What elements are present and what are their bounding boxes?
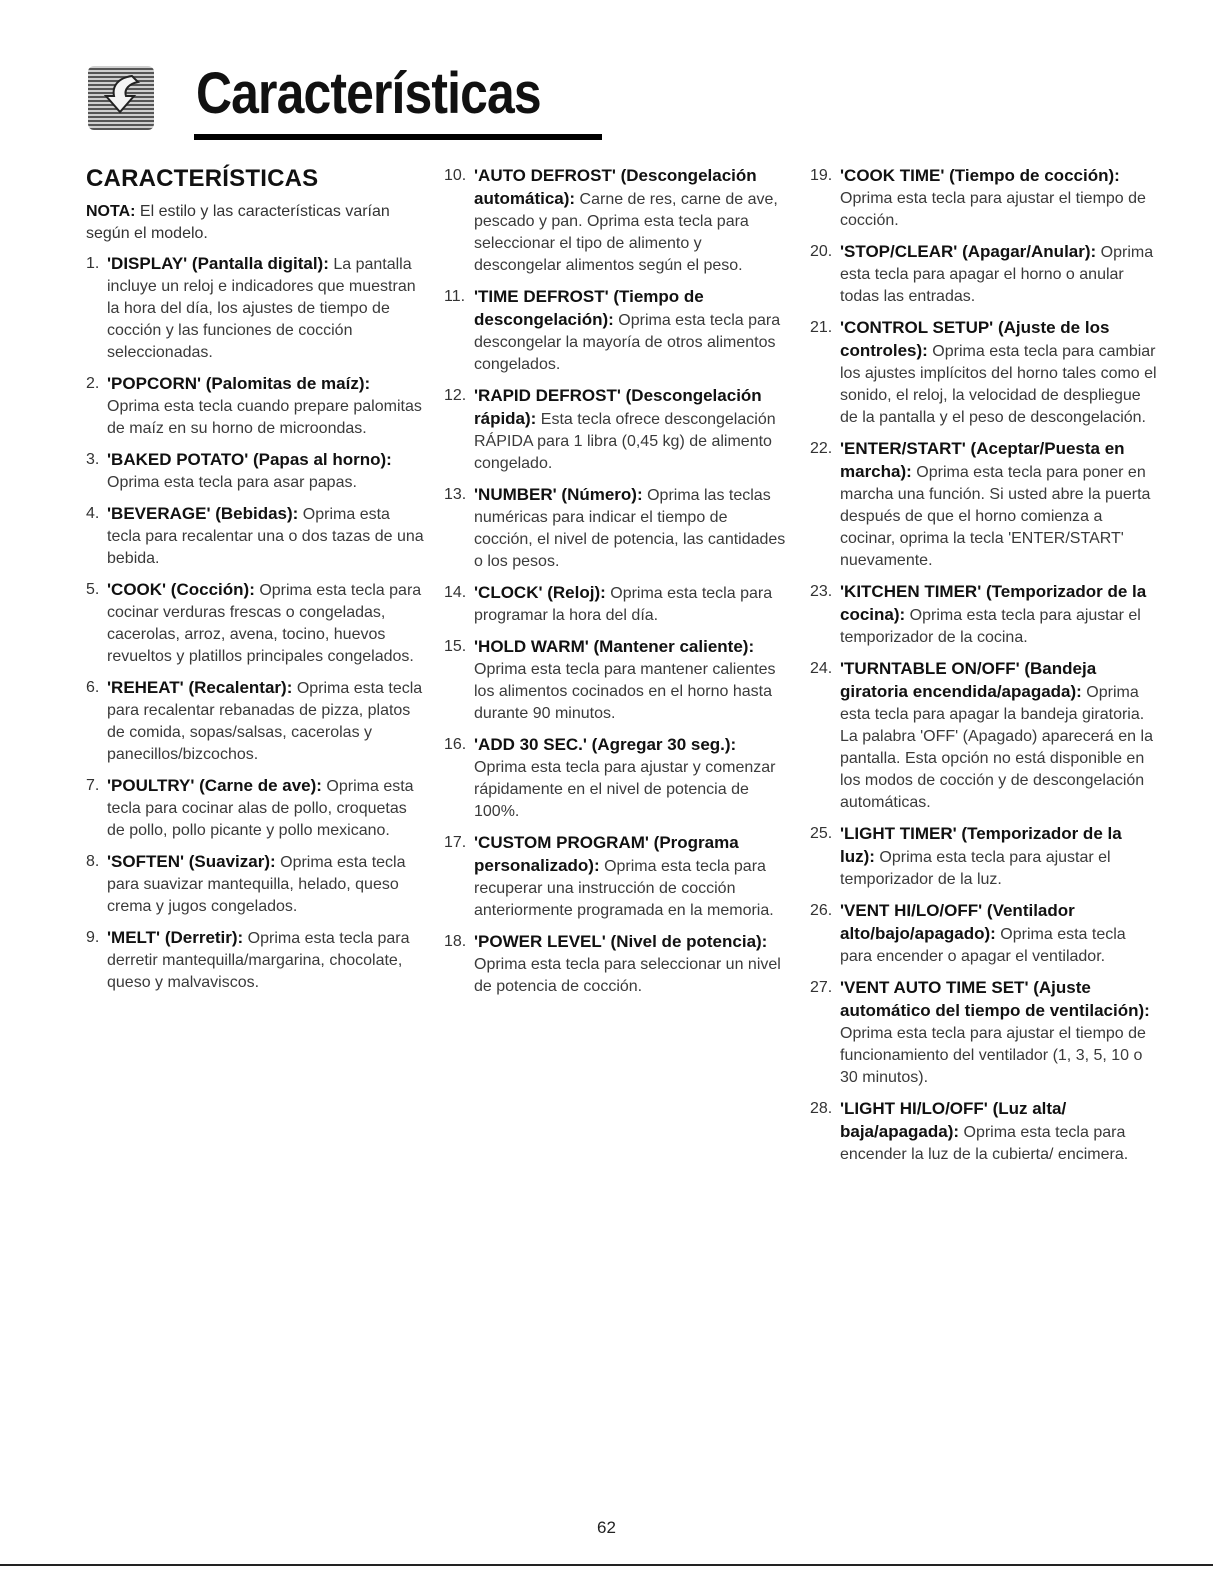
- item-description: Oprima esta tecla para encender la luz de la cubierta/ encimera.: [840, 1124, 1129, 1163]
- item-number: 28.: [810, 1100, 833, 1117]
- item-name: 'NUMBER' (Número):: [474, 485, 643, 504]
- item-description: Oprima esta tecla para descongelar la mayoría de otros alimentos congelados.: [474, 312, 781, 373]
- list-item: [444, 385, 789, 475]
- item-name: 'MELT' (Derretir):: [107, 928, 244, 947]
- item-number: 10.: [444, 167, 467, 184]
- list-item: [86, 449, 426, 494]
- item-description: Oprima esta tecla para seleccionar un nivel de potencia de cocción.: [474, 956, 781, 995]
- list-item: [444, 165, 789, 277]
- item-name: 'AUTO DEFROST' (Descongelación automática):: [474, 166, 757, 208]
- item-description: Oprima esta tecla para ajustar el tiempo de cocción.: [840, 190, 1146, 229]
- item-number: 24.: [810, 660, 833, 677]
- item-description: Oprima esta tecla para programar la hora del día.: [474, 585, 773, 624]
- item-name: 'ADD 30 SEC.' (Agregar 30 seg.):: [474, 735, 737, 754]
- list-item: [810, 823, 1160, 891]
- list-item: [810, 658, 1160, 814]
- item-number: 25.: [810, 825, 833, 842]
- page-header: [82, 60, 542, 150]
- item-name: 'ENTER/START' (Aceptar/Puesta en marcha):: [840, 439, 1125, 481]
- item-name: 'COOK' (Cocción):: [107, 580, 255, 599]
- item-number: 5.: [86, 581, 100, 598]
- item-name: 'CLOCK' (Reloj):: [474, 583, 606, 602]
- list-item: [810, 317, 1160, 429]
- list-item: [444, 286, 789, 376]
- list-item: [86, 927, 426, 994]
- list-item: [444, 484, 789, 573]
- list-item: [444, 582, 789, 627]
- list-item: [810, 900, 1160, 968]
- list-item: [86, 677, 426, 766]
- item-description: Oprima esta tecla para ajustar y comenzar rápidamente en el nivel de potencia de 100%.: [474, 759, 776, 820]
- item-name: 'TIME DEFROST' (Tiempo de descongelación):: [474, 287, 704, 329]
- item-number: 17.: [444, 834, 467, 851]
- note-label: NOTA:: [86, 203, 136, 220]
- item-name: 'BEVERAGE' (Bebidas):: [107, 504, 299, 523]
- item-number: 12.: [444, 387, 467, 404]
- item-description: Oprima esta tecla cuando prepare palomitas de maíz en su horno de microondas.: [107, 398, 422, 437]
- item-description: Oprima esta tecla para recuperar una instrucción de cocción anteriormente programada en la memoria.: [474, 858, 774, 919]
- item-name: 'SOFTEN' (Suavizar):: [107, 852, 276, 871]
- list-item: [86, 373, 426, 440]
- item-name: 'CUSTOM PROGRAM' (Programa personalizado):: [474, 833, 739, 875]
- item-number: 11.: [444, 288, 466, 305]
- list-item: [86, 851, 426, 918]
- page-title: Características: [196, 61, 541, 126]
- item-name: 'STOP/CLEAR' (Apagar/Anular):: [840, 242, 1097, 261]
- item-description: Oprima esta tecla para cambiar los ajustes implícitos del horno tales como el sonido, el reloj, la velocidad de despliegue de la pantalla y el peso de descongelación.: [840, 343, 1157, 426]
- item-number: 8.: [86, 853, 100, 870]
- item-number: 9.: [86, 929, 100, 946]
- item-number: 22.: [810, 440, 833, 457]
- note-text: El estilo y las características varían según el modelo.: [86, 203, 390, 242]
- item-name: 'HOLD WARM' (Mantener caliente):: [474, 637, 755, 656]
- list-item: [810, 438, 1160, 572]
- item-name: 'DISPLAY' (Pantalla digital):: [107, 254, 329, 273]
- item-number: 14.: [444, 584, 467, 601]
- item-number: 20.: [810, 243, 833, 260]
- item-name: 'BAKED POTATO' (Papas al horno):: [107, 450, 392, 469]
- item-number: 4.: [86, 505, 100, 522]
- item-number: 18.: [444, 933, 467, 950]
- note: [86, 201, 426, 245]
- item-name: 'COOK TIME' (Tiempo de cocción):: [840, 166, 1120, 185]
- column-3: [810, 165, 1160, 1175]
- item-description: La pantalla incluye un reloj e indicadores que muestran la hora del día, los ajustes de tiempo de cocción y las funciones de cocción seleccionadas.: [107, 256, 416, 361]
- item-description: Oprima esta tecla para recalentar una o dos tazas de una bebida.: [107, 506, 424, 567]
- page-number: 62: [597, 1518, 616, 1537]
- list-item: [444, 832, 789, 922]
- item-description: Oprima esta tecla para ajustar el temporizador de la cocina.: [840, 607, 1141, 646]
- item-description: Oprima esta tecla para recalentar rebanadas de pizza, platos de comida, sopas/salsas, cacerolas y panecillos/bizcochos.: [107, 680, 423, 763]
- item-description: Oprima esta tecla para ajustar el tiempo de funcionamiento del ventilador (1, 3, 5, 10 o 30 minutos).: [840, 1025, 1146, 1086]
- item-description: Oprima esta tecla para apagar la bandeja giratoria. La palabra 'OFF' (Apagado) aparecerá en la pantalla. Esta opción no está disponible en los modos de cocción y de descongelación automáticas.: [840, 684, 1153, 811]
- item-number: 27.: [810, 979, 833, 996]
- item-number: 1.: [86, 255, 100, 272]
- section-heading: CARACTERÍSTICAS: [86, 165, 319, 192]
- item-number: 26.: [810, 902, 833, 919]
- item-description: Oprima las teclas numéricas para indicar el tiempo de cocción, el nivel de potencia, las cantidades o los pesos.: [474, 487, 786, 570]
- item-description: Oprima esta tecla para poner en marcha una función. Si usted abre la puerta después de que el horno comienza a cocinar, oprima la tecla 'ENTER/START' nuevamente.: [840, 464, 1151, 569]
- item-description: Oprima esta tecla para suavizar mantequilla, helado, queso crema y jugos congelados.: [107, 854, 406, 915]
- item-name: 'POWER LEVEL' (Nivel de potencia):: [474, 932, 768, 951]
- list-item: [444, 734, 789, 823]
- item-description: Oprima esta tecla para cocinar verduras frescas o congeladas, cacerolas, arroz, avena, tocino, huevos revueltos y platillos principales congelados.: [107, 582, 422, 665]
- list-item: [810, 1098, 1160, 1166]
- item-description: Oprima esta tecla para asar papas.: [107, 474, 357, 491]
- item-name: 'LIGHT HI/LO/OFF' (Luz alta/ baja/apagada):: [840, 1099, 1067, 1141]
- item-number: 2.: [86, 375, 100, 392]
- item-number: 7.: [86, 777, 100, 794]
- list-item: [444, 931, 789, 998]
- column-2: [444, 165, 789, 1007]
- list-item: [810, 165, 1160, 232]
- item-name: 'VENT HI/LO/OFF' (Ventilador alto/bajo/apagado):: [840, 901, 1075, 943]
- item-description: Oprima esta tecla para mantener calientes los alimentos cocinados en el horno hasta durante 90 minutos.: [474, 661, 776, 722]
- item-name: 'CONTROL SETUP' (Ajuste de los controles):: [840, 318, 1110, 360]
- item-name: 'KITCHEN TIMER' (Temporizador de la cocina):: [840, 582, 1147, 624]
- item-name: 'POULTRY' (Carne de ave):: [107, 776, 322, 795]
- list-item: [810, 581, 1160, 649]
- list-item: [86, 775, 426, 842]
- item-description: Oprima esta tecla para ajustar el temporizador de la luz.: [840, 849, 1111, 888]
- item-number: 19.: [810, 167, 833, 184]
- item-number: 21.: [810, 319, 833, 336]
- item-name: 'POPCORN' (Palomitas de maíz):: [107, 374, 371, 393]
- list-item: [86, 503, 426, 570]
- item-name: 'VENT AUTO TIME SET' (Ajuste automático del tiempo de ventilación):: [840, 978, 1150, 1020]
- list-item: [86, 253, 426, 364]
- item-name: 'LIGHT TIMER' (Temporizador de la luz):: [840, 824, 1122, 866]
- list-item: [444, 636, 789, 725]
- item-number: 13.: [444, 486, 467, 503]
- item-description: Oprima esta tecla para apagar el horno o anular todas las entradas.: [840, 244, 1154, 305]
- item-number: 3.: [86, 451, 100, 468]
- item-number: 15.: [444, 638, 467, 655]
- item-description: Oprima esta tecla para derretir mantequilla/margarina, chocolate, queso y malvaviscos.: [107, 930, 410, 991]
- item-description: Esta tecla ofrece descongelación RÁPIDA para 1 libra (0,45 kg) de alimento congelado.: [474, 411, 776, 472]
- item-name: 'RAPID DEFROST' (Descongelación rápida):: [474, 386, 762, 428]
- title-underline: [194, 134, 602, 140]
- list-item: [810, 977, 1160, 1089]
- column-1: [86, 165, 426, 1003]
- item-number: 23.: [810, 583, 833, 600]
- item-name: 'REHEAT' (Recalentar):: [107, 678, 293, 697]
- item-number: 6.: [86, 679, 100, 696]
- list-item: [810, 241, 1160, 308]
- bottom-rule: [0, 1564, 1213, 1566]
- item-description: Oprima esta tecla para cocinar alas de pollo, croquetas de pollo, pollo picante y pollo mexicano.: [107, 778, 414, 839]
- item-name: 'TURNTABLE ON/OFF' (Bandeja giratoria encendida/apagada):: [840, 659, 1097, 701]
- list-item: [86, 579, 426, 668]
- arrow-badge-icon: [88, 66, 154, 130]
- item-description: Carne de res, carne de ave, pescado y pan. Oprima esta tecla para seleccionar el tipo de alimento y descongelar alimentos según el peso.: [474, 191, 778, 274]
- item-number: 16.: [444, 736, 467, 753]
- item-description: Oprima esta tecla para encender o apagar el ventilador.: [840, 926, 1126, 965]
